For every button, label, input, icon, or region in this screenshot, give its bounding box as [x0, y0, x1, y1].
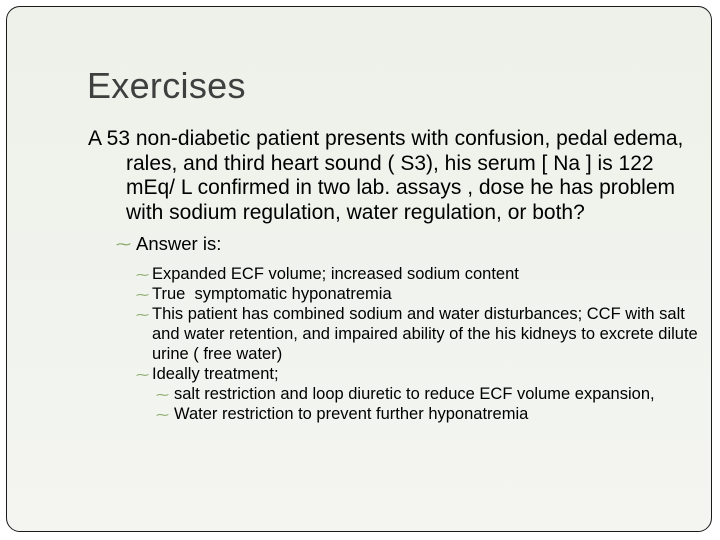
wave-bullet-icon: ⁓: [116, 236, 131, 253]
wave-bullet-icon: ⁓: [136, 267, 149, 282]
treatment-text: Water restriction to prevent further hyponatremia: [174, 405, 529, 423]
treatment-text: salt restriction and loop diuretic to reduce ECF volume expansion,: [174, 385, 655, 403]
answer-heading-item: [116, 233, 703, 255]
answer-item: [136, 264, 703, 284]
answer-item: [136, 284, 703, 304]
answer-text: Expanded ECF volume; increased sodium content: [152, 265, 519, 283]
wave-bullet-icon: ⁓: [156, 407, 169, 422]
slide-body: [88, 127, 703, 424]
wave-bullet-icon: ⁓: [156, 387, 169, 402]
answer-text: True symptomatic hyponatremia: [152, 285, 392, 303]
slide-title: Exercises: [87, 65, 246, 106]
slide: [6, 6, 712, 532]
question-text: A 53 non-diabetic patient presents with confusion, pedal edema, rales, and third heart sound ( S3), his serum [ Na ] is 122 mEq/ L confirmed in two lab. assays , dose he has problem with sodium regulation, water regulation, or both?: [88, 127, 684, 224]
answer-heading: Answer is:: [136, 233, 222, 254]
wave-bullet-icon: ⁓: [136, 367, 149, 382]
answer-item: [136, 364, 703, 384]
wave-bullet-icon: ⁓: [136, 307, 149, 322]
answer-text: Ideally treatment;: [152, 365, 279, 383]
treatment-item: [156, 404, 703, 424]
answer-item: [136, 304, 703, 364]
wave-bullet-icon: ⁓: [136, 287, 149, 302]
answer-text: This patient has combined sodium and water disturbances; CCF with salt and water retention, and impaired ability of the his kidneys to excrete dilute urine ( free water): [152, 305, 698, 363]
treatment-item: [156, 384, 703, 404]
